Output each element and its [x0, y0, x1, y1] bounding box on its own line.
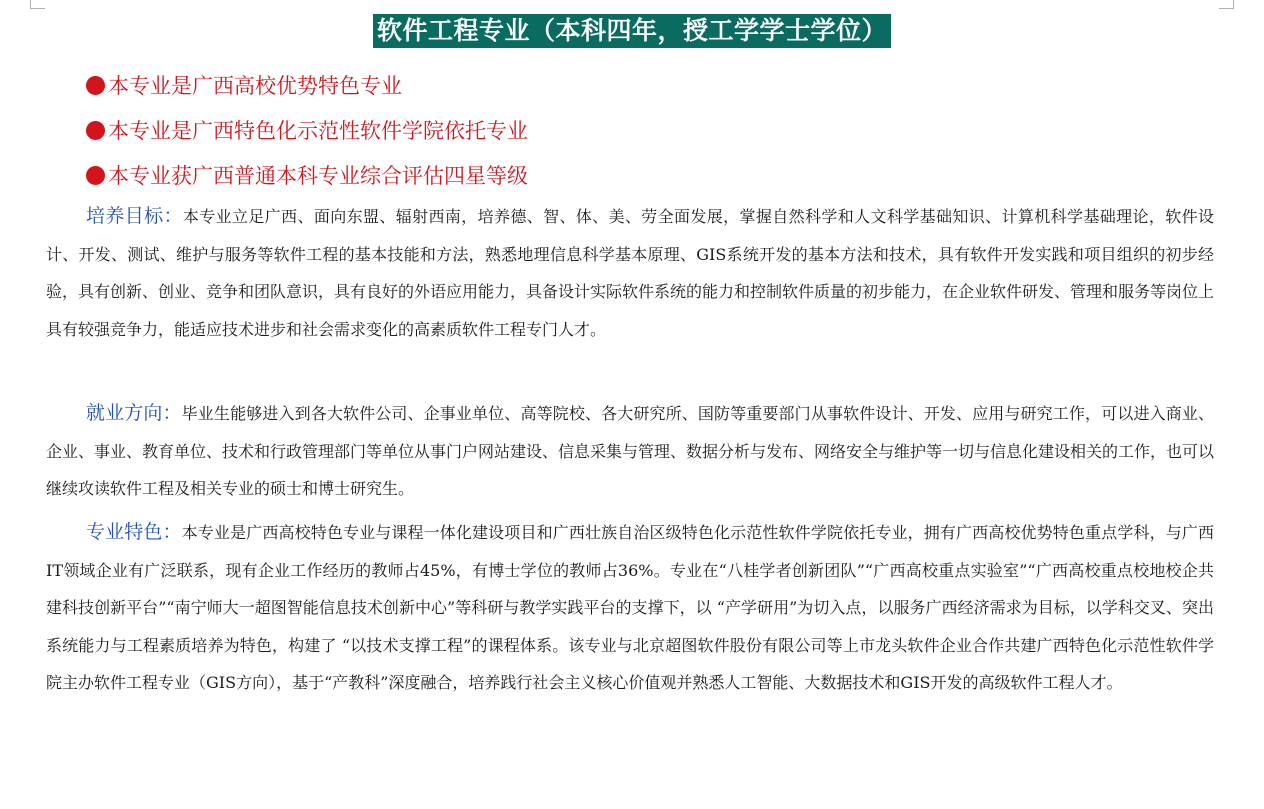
section-label: 专业特色：	[86, 521, 182, 543]
section-label: 培养目标：	[86, 205, 183, 227]
highlight-text: 本专业获广西普通本科专业综合评估四星等级	[108, 164, 528, 188]
section-text: 本专业是广西高校特色专业与课程一体化建设项目和广西壮族自治区级特色化示范性软件学院依托专业，拥有广西高校优势特色重点学科，与广西IT领域企业有广泛联系，现有企业工作经历的教师占45%，有博士学位的教师占36%。专业在“八桂学者创新团队”“广西高校重点实验室”“广西高校重点校地校企共建科技创新平台”“南宁师大一超图智能信息技术创新中心”等科研与教学实践平台的支撑下，以 “产学研用”为切入点，以服务广西经济需求为目标，以学科交叉、突出系统能力与工程素质培养为特色，构建了 “以技术支撑工程”的课程体系。该专业与北京超图软件股份有限公司等上市龙头软件企业合作共建广西特色化示范性软件学院主办软件工程专业（GIS方向），基于“产教科”深度融合，培养践行社会主义核心价值观并熟悉人工智能、大数据技术和GIS开发的高级软件工程人才。	[46, 523, 1214, 692]
section-career-direction	[46, 395, 1214, 508]
page-corner-mark-left	[30, 0, 45, 9]
highlight-item	[86, 109, 528, 154]
bullet-dot-icon	[86, 121, 105, 140]
section-text: 毕业生能够进入到各大软件公司、企事业单位、高等院校、各大研究所、国防等重要部门从事软件设计、开发、应用与研究工作，可以进入商业、企业、事业、教育单位、技术和行政管理部门等单位从事门户网站建设、信息采集与管理、数据分析与发布、网络安全与维护等一切与信息化建设相关的工作，也可以继续攻读软件工程及相关专业的硕士和博士研究生。	[46, 404, 1215, 498]
section-text: 本专业立足广西、面向东盟、辐射西南，培养德、智、体、美、劳全面发展，掌握自然科学和人文科学基础知识、计算机科学基础理论，软件设计、开发、测试、维护与服务等软件工程的基本技能和方法，熟悉地理信息科学基本原理、GIS系统开发的基本方法和技术，具有软件开发实践和项目组织的初步经验，具有创新、创业、竞争和团队意识，具有良好的外语应用能力，具备设计实际软件系统的能力和控制软件质量的初步能力，在企业软件研发、管理和服务等岗位上具有较强竞争力，能适应技术进步和社会需求变化的高素质软件工程专门人才。	[46, 207, 1215, 339]
section-label: 就业方向：	[86, 402, 182, 424]
highlight-text: 本专业是广西特色化示范性软件学院依托专业	[108, 119, 528, 143]
title-container	[0, 14, 1264, 48]
page-title: 软件工程专业（本科四年，授工学学士学位）	[373, 14, 891, 48]
bullet-dot-icon	[86, 166, 105, 185]
highlight-text: 本专业是广西高校优势特色专业	[108, 74, 402, 98]
section-program-features	[46, 514, 1214, 702]
highlight-list	[86, 64, 528, 199]
page-corner-mark-right	[1219, 0, 1234, 9]
highlight-item	[86, 64, 528, 109]
bullet-dot-icon	[86, 76, 105, 95]
highlight-item	[86, 154, 528, 199]
section-training-goals	[46, 198, 1214, 348]
